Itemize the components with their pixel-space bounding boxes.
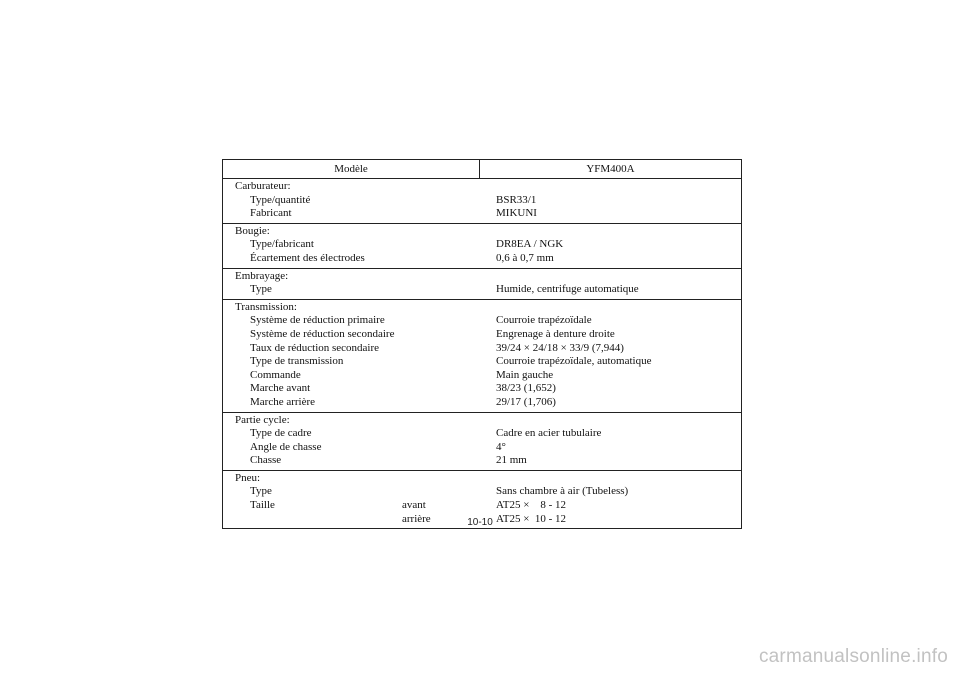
spec-row <box>223 382 741 396</box>
spec-section <box>223 224 741 269</box>
spec-label: Taille <box>250 499 275 512</box>
spec-label-cell <box>223 283 496 297</box>
spec-section <box>223 413 741 471</box>
spec-label-cell <box>223 454 496 468</box>
section-title-value <box>496 225 741 239</box>
spec-value: 0,6 à 0,7 mm <box>496 251 554 264</box>
spec-value: Courroie trapézoïdale, automatique <box>496 355 652 368</box>
spec-row <box>223 252 741 266</box>
spec-label: Type de cadre <box>250 427 312 440</box>
spec-label: Angle de chasse <box>250 440 322 453</box>
section-title-row <box>223 225 741 239</box>
spec-value: 29/17 (1,706) <box>496 395 556 408</box>
spec-label: Type/quantité <box>250 193 311 206</box>
section-title-row <box>223 472 741 486</box>
spec-label-cell <box>223 328 496 342</box>
table-header <box>223 160 741 179</box>
section-title-value <box>496 180 741 194</box>
spec-row <box>223 342 741 356</box>
spec-sublabel: arrière <box>402 512 431 525</box>
spec-value: 38/23 (1,652) <box>496 382 556 395</box>
spec-label-cell <box>223 485 496 499</box>
section-title: Embrayage: <box>235 269 289 282</box>
spec-section <box>223 179 741 224</box>
spec-label-cell <box>223 238 496 252</box>
spec-label: Marche arrière <box>250 395 316 408</box>
spec-table <box>222 159 742 529</box>
spec-row <box>223 328 741 342</box>
spec-value: AT25 × 10 - 12 <box>496 512 567 525</box>
spec-label-cell <box>223 194 496 208</box>
spec-label-cell <box>223 427 496 441</box>
spec-label: Chasse <box>250 454 282 467</box>
page-number: 10-10 <box>467 517 493 528</box>
spec-row <box>223 427 741 441</box>
spec-sublabel: avant <box>402 499 426 512</box>
spec-value: DR8EA / NGK <box>496 238 564 251</box>
section-title: Carburateur: <box>235 180 291 192</box>
section-title-row <box>223 270 741 284</box>
section-title: Pneu: <box>235 471 261 484</box>
spec-row <box>223 207 741 221</box>
section-title: Bougie: <box>235 224 270 237</box>
section-title-row <box>223 180 741 194</box>
spec-value: Main gauche <box>496 368 554 381</box>
section-title: Transmission: <box>235 300 297 313</box>
spec-row <box>223 314 741 328</box>
table-body <box>223 179 741 528</box>
spec-label: Type <box>250 485 272 498</box>
spec-row <box>223 238 741 252</box>
spec-row <box>223 396 741 410</box>
spec-row <box>223 454 741 468</box>
header-model-value: YFM400A <box>586 163 635 175</box>
section-title-row <box>223 414 741 428</box>
spec-label-cell <box>223 207 496 221</box>
section-title-value <box>496 270 741 284</box>
spec-label: Système de réduction primaire <box>250 314 385 327</box>
section-title-value <box>496 472 741 486</box>
spec-label: Commande <box>250 368 301 381</box>
spec-value: Courroie trapézoïdale <box>496 314 592 327</box>
spec-label: Système de réduction secondaire <box>250 327 395 340</box>
spec-value: MIKUNI <box>496 207 537 220</box>
spec-label-cell <box>223 355 496 369</box>
spec-value: BSR33/1 <box>496 193 537 206</box>
spec-label-cell <box>223 369 496 383</box>
spec-label: Taux de réduction secondaire <box>250 341 380 354</box>
spec-label: Type <box>250 283 272 296</box>
spec-section <box>223 300 741 413</box>
spec-row <box>223 499 741 513</box>
spec-row <box>223 194 741 208</box>
watermark: carmanualsonline.info <box>758 646 948 667</box>
spec-label: Fabricant <box>250 207 292 220</box>
header-model-label: Modèle <box>223 160 480 178</box>
spec-label: Type/fabricant <box>250 238 314 251</box>
spec-value: Sans chambre à air (Tubeless) <box>496 485 629 498</box>
spec-value: 21 mm <box>496 454 527 467</box>
spec-label-cell <box>223 441 496 455</box>
spec-label: Écartement des électrodes <box>250 251 365 264</box>
spec-label-cell <box>223 252 496 266</box>
section-title-value <box>496 301 741 315</box>
section-title-value <box>496 414 741 428</box>
spec-row <box>223 441 741 455</box>
section-title-row <box>223 301 741 315</box>
section-title: Partie cycle: <box>235 413 290 426</box>
spec-label-cell <box>223 396 496 410</box>
spec-section <box>223 269 741 300</box>
spec-value: 4° <box>496 440 506 453</box>
spec-value: Engrenage à denture droite <box>496 327 615 340</box>
spec-label: Type de transmission <box>250 355 344 368</box>
spec-label-cell <box>223 382 496 396</box>
spec-row <box>223 369 741 383</box>
spec-label-cell <box>223 314 496 328</box>
spec-label-cell <box>223 499 496 513</box>
spec-value: Humide, centrifuge automatique <box>496 283 639 296</box>
spec-label-cell <box>223 342 496 356</box>
spec-value: 39/24 × 24/18 × 33/9 (7,944) <box>496 341 624 354</box>
spec-value: AT25 × 8 - 12 <box>496 499 567 512</box>
spec-row <box>223 283 741 297</box>
spec-value: Cadre en acier tubulaire <box>496 427 602 440</box>
spec-row <box>223 355 741 369</box>
spec-row <box>223 485 741 499</box>
spec-label: Marche avant <box>250 382 311 395</box>
